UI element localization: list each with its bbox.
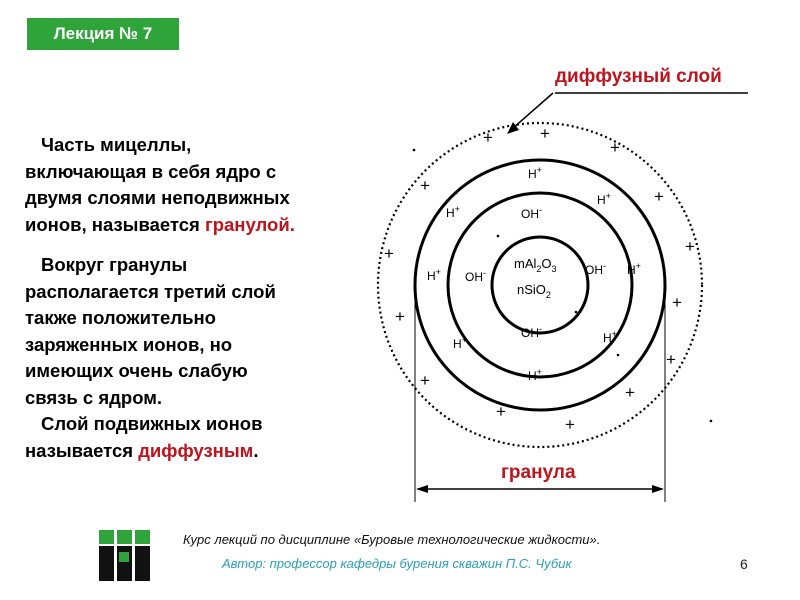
h-ion (597, 191, 611, 207)
svg-text:H+: H+ (453, 335, 467, 351)
diffuse-plus: + (540, 124, 550, 143)
diffuse-plus: + (384, 244, 394, 263)
svg-text:H+: H+ (528, 165, 542, 181)
core-formula-line2: nSiO$_2$ (517, 282, 551, 300)
oh-ion (465, 268, 486, 284)
dot-mark (710, 420, 713, 423)
lecture-label: Лекция № 7 (53, 24, 153, 43)
svg-text:H+: H+ (446, 204, 460, 220)
term-granule: гранулой. (205, 213, 295, 235)
para1-line3: двумя слоями неподвижных (25, 187, 290, 208)
para1-line2: включающая в себя ядро с (25, 160, 277, 182)
para3-line2: называется диффузным. (25, 439, 259, 461)
svg-text:OH-: OH- (521, 205, 542, 221)
granule-arrow-left (416, 485, 428, 493)
core-formula-line1: $mAl_2O_3$ (514, 256, 557, 274)
para2-line4: заряженных ионов, но (25, 333, 233, 355)
diffuse-plus: + (420, 371, 430, 390)
h-ion (528, 367, 542, 383)
diffuse-plus: + (483, 128, 493, 147)
h-ion (528, 165, 542, 181)
university-logo (99, 530, 151, 582)
svg-text:H+: H+ (597, 191, 611, 207)
page-number: 6 (740, 556, 748, 572)
diffuse-plus: + (672, 293, 682, 312)
svg-text:OH-: OH- (585, 261, 606, 277)
diffuse-plus: + (625, 383, 635, 402)
svg-text:OH-: OH- (521, 324, 542, 340)
term-diffuse: диффузным (138, 439, 254, 461)
para2-line6: связь с ядром. (25, 386, 163, 408)
diffuse-plus: + (395, 307, 405, 326)
para2-line1: Вокруг гранулы (41, 254, 188, 275)
para1-line4: ионов, называется гранулой. (25, 213, 295, 235)
diffuse-plus: + (666, 350, 676, 369)
svg-text:H+: H+ (627, 261, 641, 277)
para3-line1: Слой подвижных ионов (41, 413, 263, 434)
svg-text:H+: H+ (427, 267, 441, 283)
oh-ion (585, 261, 606, 277)
oh-ion (521, 324, 542, 340)
oh-ion (521, 205, 542, 221)
granule-label: гранула (501, 462, 576, 483)
granule-arrow-right (652, 485, 664, 493)
diffuse-plus: + (420, 176, 430, 195)
svg-text:H+: H+ (603, 329, 617, 345)
diffuse-plus: + (685, 237, 695, 256)
diffuse-plus: + (565, 415, 575, 434)
dot-mark (497, 235, 500, 238)
h-ion (603, 329, 617, 345)
svg-text:OH-: OH- (465, 268, 486, 284)
diffuse-layer-label: диффузный слой (555, 66, 722, 87)
diffuse-plus: + (654, 187, 664, 206)
dot-mark (413, 149, 416, 152)
dot-mark (575, 311, 578, 314)
h-ion (446, 204, 460, 220)
h-ion (453, 335, 467, 351)
dot-mark (617, 354, 620, 357)
dot-mark (455, 192, 458, 195)
para1-line1: Часть мицеллы, (41, 134, 192, 155)
para2-line3: также положительно (25, 307, 216, 328)
diffuse-plus: + (496, 402, 506, 421)
course-caption: Курс лекций по дисциплине «Буровые технологические жидкости». (183, 532, 601, 547)
h-ion (627, 261, 641, 277)
para2-line5: имеющих очень слабую (25, 360, 248, 381)
para2-line2: располагается третий слой (25, 280, 276, 302)
svg-text:H+: H+ (528, 367, 542, 383)
author-caption: Автор: профессор кафедры бурения скважин П.С. Чубик (222, 556, 572, 571)
diffuse-plus: + (610, 138, 620, 157)
h-ion (427, 267, 441, 283)
